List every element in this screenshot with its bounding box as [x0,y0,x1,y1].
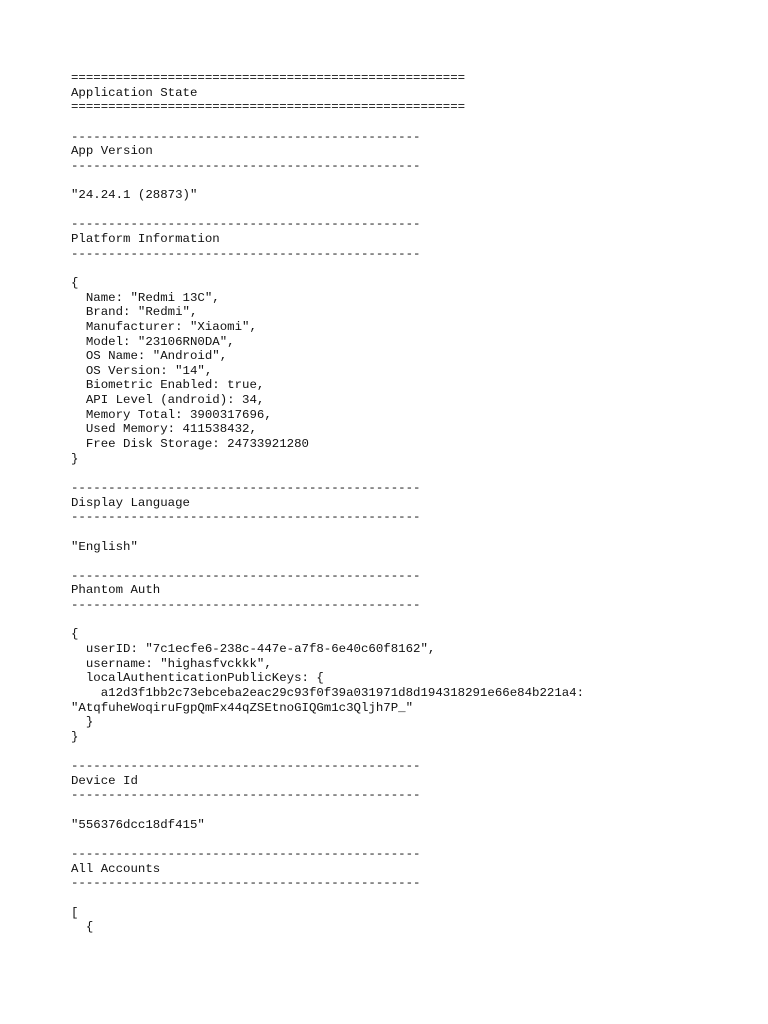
blank-line [71,466,584,481]
content-line: Free Disk Storage: 24733921280 [71,437,309,452]
blank-line [71,525,584,540]
blank-line [71,832,584,847]
content-line: { [71,627,79,642]
content-line: { [71,275,79,290]
content-line: OS Version: "14", [71,363,213,378]
section-heading: All Accounts [71,861,161,876]
application-state-document [71,71,584,935]
content-line: Used Memory: 411538432, [71,422,257,437]
content-line: Manufacturer: "Xiaomi", [71,319,257,334]
section-heading: Device Id [71,773,138,788]
content-line: "24.24.1 (28873)" [71,188,198,203]
rule-divider: ----------------------------------------------- [71,568,421,583]
content-line: "556376dcc18df415" [71,817,205,832]
blank-line [71,891,584,906]
section-heading: App Version [71,144,153,159]
content-line: } [71,715,94,730]
rule-divider: ----------------------------------------------- [71,598,421,613]
content-line: } [71,729,79,744]
content-line: OS Name: "Android", [71,349,228,364]
rule-divider: ----------------------------------------------- [71,246,421,261]
blank-line [71,744,584,759]
section-heading: Platform Information [71,232,220,247]
content-line: Memory Total: 3900317696, [71,407,272,422]
section-heading: Application State [71,85,198,100]
content-line: Model: "23106RN0DA", [71,334,235,349]
content-line: "English" [71,539,138,554]
rule-divider: ----------------------------------------------- [71,759,421,774]
blank-line [71,203,584,218]
content-line: } [71,451,79,466]
rule-divider: ----------------------------------------------- [71,788,421,803]
section-heading: Display Language [71,495,190,510]
double-rule-divider: ===================================================== [71,71,466,85]
blank-line [71,173,584,188]
content-line: [ [71,905,79,920]
blank-line [71,554,584,569]
rule-divider: ----------------------------------------------- [71,510,421,525]
content-line: "AtqfuheWoqiruFgpQmFx44qZSEtnoGIQGm1c3Qljh7P_" [71,700,414,715]
rule-divider: ----------------------------------------------- [71,480,421,495]
section-heading: Phantom Auth [71,583,161,598]
content-line: Name: "Redmi 13C", [71,290,220,305]
content-line: localAuthenticationPublicKeys: { [71,671,324,686]
rule-divider: ----------------------------------------------- [71,158,421,173]
content-line: a12d3f1bb2c73ebceba2eac29c93f0f39a031971d8d194318291e66e84b221a4: [71,685,585,700]
double-rule-divider: ===================================================== [71,100,466,115]
blank-line [71,803,584,818]
content-line: Brand: "Redmi", [71,305,198,320]
rule-divider: ----------------------------------------------- [71,846,421,861]
rule-divider: ----------------------------------------------- [71,876,421,891]
content-line: API Level (android): 34, [71,393,265,408]
blank-line [71,115,584,130]
content-line: { [71,920,94,935]
content-line: username: "highasfvckkk", [71,656,272,671]
blank-line [71,613,584,628]
content-line: Biometric Enabled: true, [71,378,265,393]
blank-line [71,261,584,276]
content-line: userID: "7c1ecfe6-238c-447e-a7f8-6e40c60f8162", [71,641,436,656]
rule-divider: ----------------------------------------------- [71,129,421,144]
rule-divider: ----------------------------------------------- [71,217,421,232]
